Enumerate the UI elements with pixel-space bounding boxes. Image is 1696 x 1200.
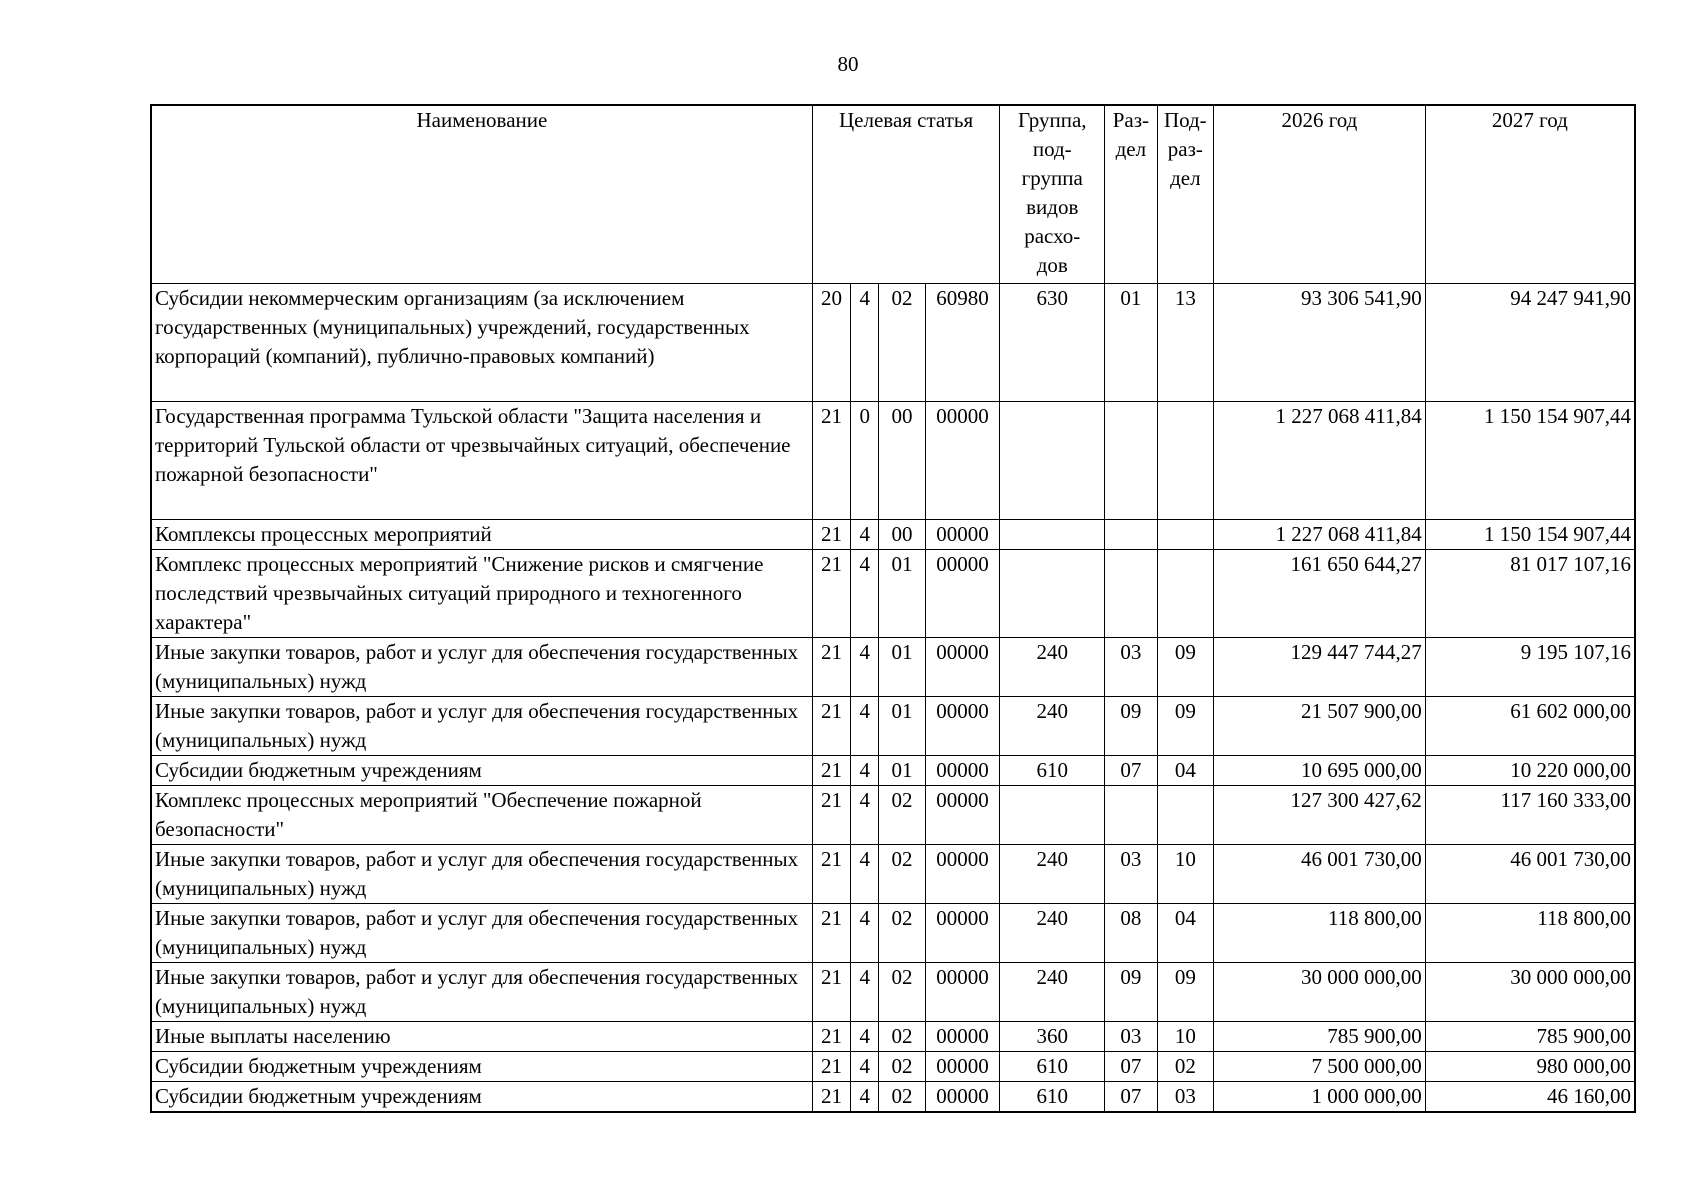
table-row (151, 844, 1635, 903)
amount-2026: 7 500 000,00 (1214, 1051, 1426, 1081)
table-row (151, 1081, 1635, 1112)
target-code-4: 00000 (925, 962, 1000, 1021)
target-code-2: 4 (851, 519, 879, 549)
row-name: Комплексы процессных мероприятий (151, 519, 812, 549)
target-code-4: 00000 (925, 1081, 1000, 1112)
section-code (1105, 549, 1157, 637)
target-code-4: 60980 (925, 283, 1000, 401)
row-name: Иные закупки товаров, работ и услуг для обеспечения государственных (муниципальных) нужд (151, 844, 812, 903)
header-year-2027: 2027 год (1425, 105, 1635, 283)
amount-2026: 93 306 541,90 (1214, 283, 1426, 401)
target-code-4: 00000 (925, 549, 1000, 637)
header-group (1000, 105, 1105, 283)
target-code-2: 4 (851, 844, 879, 903)
amount-2027: 94 247 941,90 (1425, 283, 1635, 401)
row-name: Иные закупки товаров, работ и услуг для обеспечения государственных (муниципальных) нужд (151, 903, 812, 962)
amount-2026: 1 227 068 411,84 (1214, 519, 1426, 549)
amount-2026: 1 227 068 411,84 (1214, 401, 1426, 519)
table-row (151, 283, 1635, 401)
target-code-1: 21 (812, 637, 850, 696)
amount-2027: 46 001 730,00 (1425, 844, 1635, 903)
target-code-1: 20 (812, 283, 850, 401)
page-number: 80 (837, 52, 859, 76)
target-code-3: 02 (879, 903, 925, 962)
target-code-3: 02 (879, 1021, 925, 1051)
target-code-4: 00000 (925, 785, 1000, 844)
group-code: 360 (1000, 1021, 1105, 1051)
group-code: 240 (1000, 696, 1105, 755)
target-code-2: 4 (851, 785, 879, 844)
target-code-4: 00000 (925, 401, 1000, 519)
group-code: 610 (1000, 755, 1105, 785)
target-code-3: 01 (879, 637, 925, 696)
target-code-2: 4 (851, 283, 879, 401)
section-code: 08 (1105, 903, 1157, 962)
section-code (1105, 401, 1157, 519)
section-code: 07 (1105, 755, 1157, 785)
amount-2026: 1 000 000,00 (1214, 1081, 1426, 1112)
header-group-text: Группа, под-группа видов расхо-дов (1017, 108, 1087, 277)
target-code-1: 21 (812, 1051, 850, 1081)
section-code (1105, 519, 1157, 549)
subsection-code: 10 (1157, 844, 1213, 903)
group-code: 240 (1000, 637, 1105, 696)
target-code-1: 21 (812, 755, 850, 785)
header-row (151, 105, 1635, 283)
amount-2026: 129 447 744,27 (1214, 637, 1426, 696)
target-code-2: 0 (851, 401, 879, 519)
section-code: 07 (1105, 1081, 1157, 1112)
row-name: Субсидии некоммерческим организациям (за исключением государственных (муниципальных) учреждений, государственных корпораций (компаний), публично-правовых компаний) (151, 283, 812, 401)
table-row (151, 755, 1635, 785)
amount-2027: 118 800,00 (1425, 903, 1635, 962)
table-row (151, 1051, 1635, 1081)
target-code-3: 02 (879, 1051, 925, 1081)
amount-2027: 1 150 154 907,44 (1425, 519, 1635, 549)
target-code-2: 4 (851, 903, 879, 962)
amount-2027: 980 000,00 (1425, 1051, 1635, 1081)
section-code: 03 (1105, 637, 1157, 696)
table-body (151, 283, 1635, 1112)
target-code-3: 01 (879, 755, 925, 785)
table-row (151, 1021, 1635, 1051)
amount-2026: 127 300 427,62 (1214, 785, 1426, 844)
target-code-1: 21 (812, 903, 850, 962)
row-name: Субсидии бюджетным учреждениям (151, 755, 812, 785)
target-code-4: 00000 (925, 519, 1000, 549)
target-code-2: 4 (851, 962, 879, 1021)
target-code-3: 00 (879, 519, 925, 549)
subsection-code: 13 (1157, 283, 1213, 401)
target-code-4: 00000 (925, 844, 1000, 903)
target-code-4: 00000 (925, 1051, 1000, 1081)
target-code-2: 4 (851, 1051, 879, 1081)
target-code-3: 02 (879, 1081, 925, 1112)
amount-2027: 117 160 333,00 (1425, 785, 1635, 844)
group-code (1000, 401, 1105, 519)
budget-table (150, 104, 1636, 1113)
subsection-code (1157, 401, 1213, 519)
table-row (151, 962, 1635, 1021)
section-code: 09 (1105, 962, 1157, 1021)
row-name: Комплекс процессных мероприятий "Снижение рисков и смягчение последствий чрезвычайных ситуаций природного и техногенного характера" (151, 549, 812, 637)
table-row (151, 785, 1635, 844)
table-row (151, 637, 1635, 696)
subsection-code: 09 (1157, 696, 1213, 755)
target-code-1: 21 (812, 519, 850, 549)
target-code-1: 21 (812, 844, 850, 903)
target-code-1: 21 (812, 401, 850, 519)
group-code: 240 (1000, 903, 1105, 962)
table-row (151, 401, 1635, 519)
section-code (1105, 785, 1157, 844)
target-code-3: 02 (879, 844, 925, 903)
amount-2026: 30 000 000,00 (1214, 962, 1426, 1021)
header-target-article: Целевая статья (812, 105, 1000, 283)
subsection-code (1157, 785, 1213, 844)
target-code-4: 00000 (925, 903, 1000, 962)
section-code: 07 (1105, 1051, 1157, 1081)
section-code: 09 (1105, 696, 1157, 755)
header-section (1105, 105, 1157, 283)
group-code: 610 (1000, 1051, 1105, 1081)
amount-2027: 10 220 000,00 (1425, 755, 1635, 785)
header-section-text: Раз-дел (1112, 108, 1150, 161)
target-code-3: 02 (879, 785, 925, 844)
subsection-code (1157, 519, 1213, 549)
header-year-2026: 2026 год (1214, 105, 1426, 283)
amount-2026: 21 507 900,00 (1214, 696, 1426, 755)
target-code-3: 02 (879, 283, 925, 401)
target-code-4: 00000 (925, 637, 1000, 696)
target-code-2: 4 (851, 549, 879, 637)
subsection-code: 03 (1157, 1081, 1213, 1112)
amount-2027: 785 900,00 (1425, 1021, 1635, 1051)
section-code: 03 (1105, 844, 1157, 903)
target-code-2: 4 (851, 755, 879, 785)
target-code-1: 21 (812, 1021, 850, 1051)
target-code-3: 01 (879, 549, 925, 637)
subsection-code: 10 (1157, 1021, 1213, 1051)
target-code-2: 4 (851, 1081, 879, 1112)
target-code-1: 21 (812, 549, 850, 637)
row-name: Комплекс процессных мероприятий "Обеспечение пожарной безопасности" (151, 785, 812, 844)
target-code-4: 00000 (925, 755, 1000, 785)
subsection-code: 04 (1157, 903, 1213, 962)
row-name: Государственная программа Тульской области "Защита населения и территорий Тульской области от чрезвычайных ситуаций, обеспечение пожарной безопасности" (151, 401, 812, 519)
amount-2026: 161 650 644,27 (1214, 549, 1426, 637)
group-code (1000, 519, 1105, 549)
target-code-1: 21 (812, 962, 850, 1021)
amount-2027: 30 000 000,00 (1425, 962, 1635, 1021)
target-code-4: 00000 (925, 696, 1000, 755)
amount-2027: 81 017 107,16 (1425, 549, 1635, 637)
target-code-1: 21 (812, 1081, 850, 1112)
row-name: Иные закупки товаров, работ и услуг для обеспечения государственных (муниципальных) нужд (151, 637, 812, 696)
target-code-3: 01 (879, 696, 925, 755)
amount-2027: 46 160,00 (1425, 1081, 1635, 1112)
group-code (1000, 785, 1105, 844)
table-row (151, 519, 1635, 549)
group-code: 240 (1000, 844, 1105, 903)
amount-2026: 46 001 730,00 (1214, 844, 1426, 903)
subsection-code (1157, 549, 1213, 637)
section-code: 01 (1105, 283, 1157, 401)
subsection-code: 09 (1157, 637, 1213, 696)
group-code: 630 (1000, 283, 1105, 401)
section-code: 03 (1105, 1021, 1157, 1051)
subsection-code: 04 (1157, 755, 1213, 785)
group-code: 610 (1000, 1081, 1105, 1112)
group-code (1000, 549, 1105, 637)
amount-2027: 61 602 000,00 (1425, 696, 1635, 755)
table-row (151, 549, 1635, 637)
amount-2026: 118 800,00 (1214, 903, 1426, 962)
subsection-code: 02 (1157, 1051, 1213, 1081)
row-name: Иные закупки товаров, работ и услуг для обеспечения государственных (муниципальных) нужд (151, 962, 812, 1021)
target-code-2: 4 (851, 1021, 879, 1051)
amount-2027: 1 150 154 907,44 (1425, 401, 1635, 519)
header-name: Наименование (151, 105, 812, 283)
row-name: Субсидии бюджетным учреждениям (151, 1051, 812, 1081)
header-subsection (1157, 105, 1213, 283)
target-code-2: 4 (851, 637, 879, 696)
row-name: Иные выплаты населению (151, 1021, 812, 1051)
target-code-3: 00 (879, 401, 925, 519)
row-name: Субсидии бюджетным учреждениям (151, 1081, 812, 1112)
target-code-1: 21 (812, 785, 850, 844)
amount-2027: 9 195 107,16 (1425, 637, 1635, 696)
row-name: Иные закупки товаров, работ и услуг для обеспечения государственных (муниципальных) нужд (151, 696, 812, 755)
table-row (151, 696, 1635, 755)
target-code-4: 00000 (925, 1021, 1000, 1051)
group-code: 240 (1000, 962, 1105, 1021)
header-subsection-text: Под-раз-дел (1163, 108, 1207, 190)
target-code-3: 02 (879, 962, 925, 1021)
target-code-2: 4 (851, 696, 879, 755)
amount-2026: 10 695 000,00 (1214, 755, 1426, 785)
subsection-code: 09 (1157, 962, 1213, 1021)
table-row (151, 903, 1635, 962)
target-code-1: 21 (812, 696, 850, 755)
amount-2026: 785 900,00 (1214, 1021, 1426, 1051)
